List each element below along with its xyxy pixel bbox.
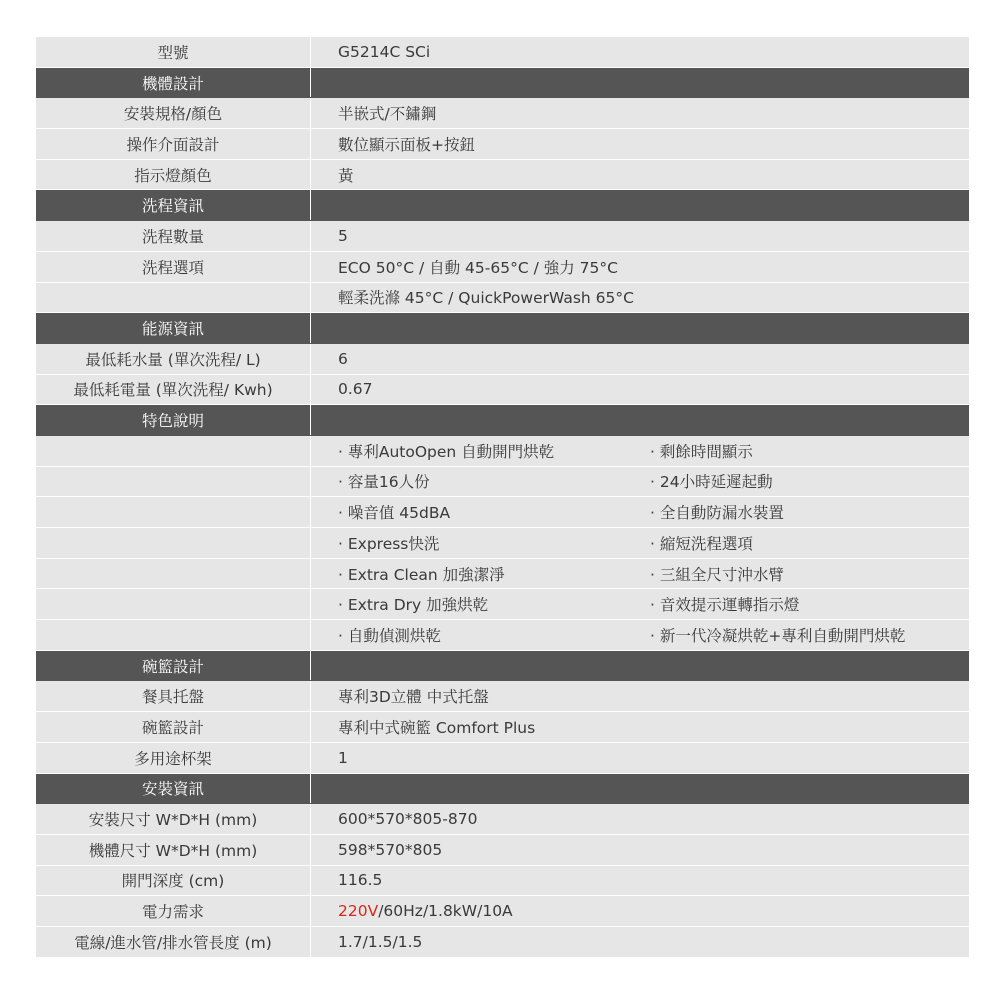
- feature-item: · 三組全尺寸沖水臂: [650, 565, 784, 584]
- spec-label: 碗籃設計: [141, 718, 204, 737]
- spec-row: [36, 804, 969, 835]
- feature-item: · 新一代冷凝烘乾+專利自動開門烘乾: [650, 626, 906, 645]
- spec-label: [36, 497, 310, 527]
- section-header-row: [36, 405, 969, 436]
- spec-row: [36, 589, 969, 620]
- spec-value: [311, 896, 969, 926]
- spec-row: [36, 160, 969, 191]
- spec-value: [311, 589, 969, 619]
- spec-value: 6: [338, 349, 348, 368]
- spec-label: 洗程數量: [141, 227, 204, 246]
- spec-label: 安裝規格/顏色: [123, 105, 223, 124]
- voltage-highlight: 220V: [338, 902, 379, 921]
- section-header-row: [36, 190, 969, 221]
- spec-label: 操作介面設計: [126, 135, 220, 154]
- spec-value: G5214C SCi: [338, 42, 431, 61]
- spec-label: [36, 467, 310, 497]
- spec-value: [311, 405, 969, 435]
- spec-row: [36, 283, 969, 314]
- spec-label: 多用途杯架: [134, 749, 212, 768]
- spec-label: 最低耗水量 (單次洗程/ L): [85, 350, 261, 369]
- spec-label: 開門深度 (cm): [121, 872, 225, 891]
- spec-row: [36, 835, 969, 866]
- spec-value: 116.5: [338, 871, 383, 890]
- spec-value: [311, 190, 969, 220]
- spec-label: 最低耗電量 (單次洗程/ Kwh): [73, 381, 273, 400]
- feature-item: · Express快洗: [338, 534, 440, 553]
- section-header-row: [36, 68, 969, 99]
- spec-value: 半嵌式/不鏽鋼: [338, 105, 437, 124]
- spec-value: 專利中式碗籃 Comfort Plus: [338, 718, 536, 737]
- spec-value: [311, 651, 969, 681]
- spec-label: [36, 436, 310, 466]
- spec-row: [36, 221, 969, 252]
- spec-label: 安裝尺寸 W*D*H (mm): [88, 811, 258, 830]
- spec-label: [36, 589, 310, 619]
- spec-row: [36, 37, 969, 68]
- feature-item: · 音效提示運轉指示燈: [650, 596, 800, 615]
- section-header-row: [36, 774, 969, 805]
- spec-label: 餐具托盤: [141, 688, 204, 707]
- section-header-row: [36, 313, 969, 344]
- spec-row: [36, 712, 969, 743]
- spec-row: [36, 252, 969, 283]
- spec-row: [36, 559, 969, 590]
- spec-value: [311, 436, 969, 466]
- feature-item: · 縮短洗程選項: [650, 534, 753, 553]
- spec-label: 電線/進水管/排水管長度 (m): [74, 933, 272, 952]
- spec-value: 598*570*805: [338, 840, 443, 859]
- spec-label: [36, 559, 310, 589]
- spec-value: [311, 68, 969, 98]
- spec-row: [36, 98, 969, 129]
- spec-value: [311, 559, 969, 589]
- section-header-row: [36, 651, 969, 682]
- power-spec-rest: /60Hz/1.8kW/10A: [378, 902, 513, 921]
- spec-row: [36, 743, 969, 774]
- spec-value: [311, 313, 969, 343]
- section-title: 能源資訊: [141, 320, 204, 339]
- spec-label: 指示燈顏色: [134, 166, 212, 185]
- section-title: 碗籃設計: [141, 657, 204, 676]
- feature-item: · 全自動防漏水裝置: [650, 504, 784, 523]
- spec-value: 1: [338, 748, 348, 767]
- spec-value: 5: [338, 226, 348, 245]
- section-title: 機體設計: [141, 74, 204, 93]
- spec-row: [36, 896, 969, 927]
- spec-value: 0.67: [338, 380, 373, 399]
- spec-row: [36, 681, 969, 712]
- feature-item: · 專利AutoOpen 自動開門烘乾: [338, 442, 555, 461]
- section-title: 洗程資訊: [141, 197, 204, 216]
- spec-label: [36, 283, 310, 313]
- feature-item: · 噪音值 45dBA: [338, 504, 451, 523]
- spec-label: 型號: [157, 43, 189, 62]
- spec-value: 600*570*805-870: [338, 810, 478, 829]
- spec-value: [311, 497, 969, 527]
- spec-value: 數位顯示面板+按鈕: [338, 135, 475, 154]
- section-title: 安裝資訊: [141, 780, 204, 799]
- spec-value: [311, 620, 969, 650]
- feature-item: · 剩餘時間顯示: [650, 442, 753, 461]
- spec-row: [36, 129, 969, 160]
- spec-value: [311, 528, 969, 558]
- section-title: 特色說明: [141, 412, 204, 431]
- spec-row: [36, 927, 969, 958]
- spec-table: [36, 37, 969, 958]
- spec-row: [36, 344, 969, 375]
- spec-row: [36, 866, 969, 897]
- spec-label: [36, 620, 310, 650]
- spec-row: [36, 528, 969, 559]
- spec-row: [36, 620, 969, 651]
- spec-value: 1.7/1.5/1.5: [338, 932, 423, 951]
- spec-value: [311, 467, 969, 497]
- feature-item: · 自動偵測烘乾: [338, 626, 441, 645]
- spec-label: 電力需求: [141, 903, 204, 922]
- spec-row: [36, 375, 969, 406]
- spec-value: [311, 774, 969, 804]
- spec-row: [36, 497, 969, 528]
- spec-value: 黃: [338, 166, 354, 185]
- feature-item: · Extra Dry 加強烘乾: [338, 596, 489, 615]
- spec-label: [36, 528, 310, 558]
- spec-row: [36, 467, 969, 498]
- spec-label: 機體尺寸 W*D*H (mm): [88, 841, 258, 860]
- spec-value: ECO 50°C / 自動 45-65°C / 強力 75°C: [338, 258, 618, 277]
- feature-item: · Extra Clean 加強潔淨: [338, 565, 505, 584]
- feature-item: · 24小時延遲起動: [650, 473, 773, 492]
- spec-value: 專利3D立體 中式托盤: [338, 688, 489, 707]
- spec-label: 洗程選項: [141, 258, 204, 277]
- spec-value: 輕柔洗滌 45°C / QuickPowerWash 65°C: [338, 289, 634, 308]
- spec-row: [36, 436, 969, 467]
- feature-item: · 容量16人份: [338, 473, 430, 492]
